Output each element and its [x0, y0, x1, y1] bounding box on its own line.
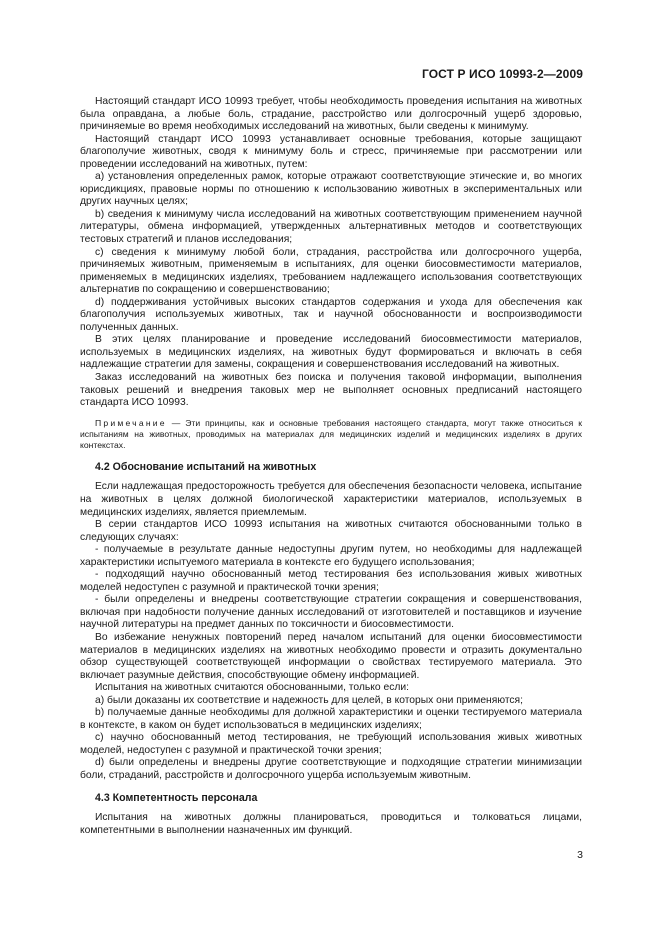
- list-item-c: c) научно обоснованный метод тестирования, не требующий использования живых животных моделей, недоступен с разумной и практической точки зрения;: [80, 732, 582, 756]
- list-item: - подходящий научно обоснованный метод тестирования без использования живых животных моделей недоступен с разумной и практической точки зрения;: [80, 569, 582, 593]
- list-item-d: d) поддерживания устойчивых высоких стандартов содержания и ухода для обеспечения как благополучия используемых животных, так и научной обоснованности и воспроизводимости полученных данных.: [80, 296, 582, 333]
- list-item: - были определены и внедрены соответствующие стратегии сокращения и совершенствования, включая при надобности получение данных исследований от изготовителей и поставщиков и изучение научной литературы на предмет данных по токсичности и биосовместимости.: [80, 594, 582, 631]
- paragraph: В серии стандартов ИСО 10993 испытания на животных считаются обоснованными только в следующих случаях:: [80, 519, 582, 543]
- page-number: 3: [577, 849, 583, 861]
- note-label: Примечание: [95, 417, 167, 428]
- list-item-b: b) сведения к минимуму числа исследований на животных соответствующим применением научной литературы, обмена информацией, утвержденных альтернативных методов и соответствующих тестовых стратегий и планов исследования;: [80, 208, 582, 246]
- paragraph: Испытания на животных должны планироваться, проводиться и толковаться лицами, компетентными в выполнении назначенных им функций.: [80, 812, 582, 836]
- list-item-b: b) получаемые данные необходимы для должной характеристики и оценки тестируемого материала в контексте, в каком он будет использоваться в медицинских изделиях;: [80, 707, 582, 731]
- page-content: [80, 96, 582, 837]
- paragraph: Во избежание ненужных повторений перед началом испытаний для оценки биосовместимости материалов в медицинских изделиях на животных необходимо провести и отразить документально обзор существующей соответствующей информации о свойствах тестируемого материала. Это включает разумные действия, способствующие обмену информацией.: [80, 632, 582, 681]
- list-item-a: а) установления определенных рамок, которые отражают соответствующие этические и, во многих юрисдикциях, правовые нормы по отношению к использованию животных в экспериментальных или других научных целях;: [80, 171, 582, 208]
- paragraph: Если надлежащая предосторожность требуется для обеспечения безопасности человека, испытание на животных в целях должной биологической характеристики материалов, используемых в медицинских изделиях, является приемлемым.: [80, 481, 582, 518]
- list-item-d: d) были определены и внедрены другие соответствующие и подходящие стратегии минимизации боли, страданий, расстройств и долгосрочного ущерба используемым животным.: [80, 757, 582, 782]
- paragraph: Настоящий стандарт ИСО 10993 устанавливает основные требования, которые защищают благополучие животных, сводя к минимуму боль и стресс, причиняемые при рассмотрении или проведении исследований на животных, путем:: [80, 133, 582, 170]
- standard-header: ГОСТ Р ИСО 10993-2—2009: [421, 67, 583, 81]
- paragraph: В этих целях планирование и проведение исследований биосовместимости материалов, используемых в медицинских изделиях, на животных будут формироваться и включать в себя надлежащие стратегии для замены, сокращения и совершенствования исследований на животных.: [80, 334, 582, 371]
- list-item: - получаемые в результате данные недоступны другим путем, но необходимы для надлежащей характеристики испытуемого материала в контексте его будущего использования;: [80, 544, 582, 568]
- list-item-c: c) сведения к минимуму любой боли, страдания, расстройства или долгосрочного ущерба, причиняемых животным, применяемым в испытаниях, для оценки биосовместимости материалов, применяемых в медицинских изделиях, требованием надлежащего использования соответствующих альтернатив по сокращению и совершенствованию;: [80, 246, 582, 296]
- note: [80, 418, 582, 452]
- list-item-a: а) были доказаны их соответствие и надежность для целей, в которых они применяются;: [95, 694, 523, 706]
- paragraph: Заказ исследований на животных без поиска и получения таковой информации, выполнения таковых решений и внедрения таковых мер не выполняет основных предписаний настоящего стандарта ИСО 10993.: [80, 372, 582, 409]
- paragraph: Испытания на животных считаются обоснованными, только если:: [95, 682, 409, 694]
- note-text: — Эти принципы, как и основные требования настоящего стандарта, могут также относиться к испытаниям на животных, проводимых на материалах для медицинских изделий и медицинских изделиях в других контекстах.: [80, 417, 582, 451]
- section-heading-4-2: 4.2 Обоснование испытаний на животных: [95, 460, 317, 473]
- paragraph: Настоящий стандарт ИСО 10993 требует, чтобы необходимость проведения испытания на животных была оправдана, а любые боль, страдание, расстройство или долгосрочный ущерб здоровью, причиняемые во время необходимых исследований на животных, были сведены к минимуму.: [80, 96, 582, 133]
- section-heading-4-3: 4.3 Компетентность персонала: [95, 791, 258, 804]
